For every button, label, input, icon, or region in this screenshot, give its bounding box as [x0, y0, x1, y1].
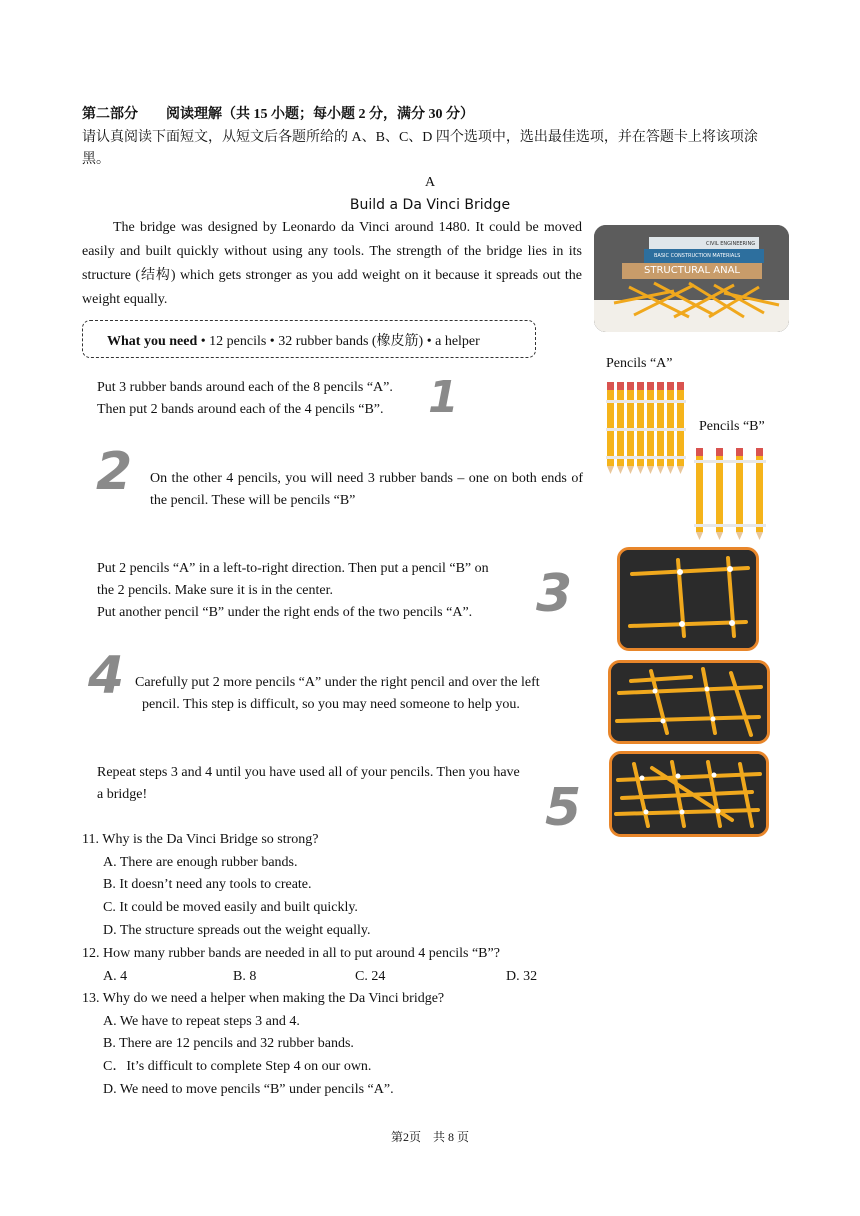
- step-1-line-2: Then put 2 bands around each of the 4 pencils “B”.: [97, 402, 384, 417]
- pencils-a-label: Pencils “A”: [606, 356, 673, 371]
- step-2-text: On the other 4 pencils, you will need 3 rubber bands – one on both ends of the pencil. These will be pencils “B”: [150, 471, 583, 508]
- step-5-number-figure: 5: [545, 778, 582, 838]
- question-12-option-d: D. 32: [506, 968, 538, 984]
- question-11-stem: 11. Why is the Da Vinci Bridge so strong?: [82, 832, 319, 847]
- book-title-1: CIVIL ENGINEERING: [706, 241, 756, 247]
- step-5-line-2: a bridge!: [97, 787, 148, 802]
- question-12-option-c: C. 24: [355, 968, 386, 984]
- question-13-option-d: D. We need to move pencils “B” under pencils “A”.: [103, 1081, 394, 1097]
- question-11-option-c: C. It could be moved easily and built quickly.: [103, 900, 358, 916]
- section-instruction: 请认真阅读下面短文，从短文后各题所给的 A、B、C、D 四个选项中，选出最佳选项，并在答题卡上将该项涂黑。: [82, 130, 758, 167]
- question-12-option-a: A. 4: [103, 968, 128, 984]
- step-1-number-figure: 1: [428, 372, 459, 423]
- step-4-photo: [608, 660, 770, 744]
- passage-intro: The bridge was designed by Leonardo da Vinci around 1480. It could be moved easily and built quickly without using any tools. The strength of the bridge lies in its structure (结构) which gets stronger as you add weight on it because it spreads out the weight equally.: [82, 220, 582, 307]
- step-3-text: [97, 558, 537, 624]
- step-5-text: [97, 762, 567, 806]
- question-12-stem: 12. How many rubber bands are needed in all to put around 4 pencils “B”?: [82, 946, 500, 961]
- step-1-text: [97, 377, 437, 421]
- what-you-need-items: • 12 pencils • 32 rubber bands (橡皮筋) • a helper: [200, 334, 480, 349]
- step-5-image: [612, 754, 766, 834]
- question-11-option-b: B. It doesn’t need any tools to create.: [103, 877, 312, 893]
- question-13-option-b: B. There are 12 pencils and 32 rubber bands.: [103, 1036, 354, 1052]
- step-3-line-2: the 2 pencils. Make sure it is in the center.: [97, 583, 333, 598]
- book-title-2: BASIC CONSTRUCTION MATERIALS: [654, 253, 741, 259]
- what-you-need-label: What you need: [107, 334, 198, 349]
- question-11: [82, 829, 682, 943]
- what-you-need-box: [82, 320, 536, 358]
- step-4-number-figure: 4: [88, 646, 125, 706]
- step-4-image: [611, 663, 767, 741]
- step-5-photo: [609, 751, 769, 837]
- step-3-image: [620, 550, 756, 648]
- question-13-option-c: C．It’s difficult to complete Step 4 on our own.: [103, 1059, 372, 1075]
- what-you-need-text: [107, 330, 480, 350]
- step-3-line-1: Put 2 pencils “A” in a left-to-right direction. Then put a pencil “B” on: [97, 561, 489, 576]
- question-12-options: [82, 966, 732, 989]
- pencils-a-illustration: [604, 382, 690, 474]
- passage-title: Build a Da Vinci Bridge: [349, 197, 511, 213]
- question-12: [82, 943, 732, 988]
- bridge-books-image: [594, 225, 789, 332]
- passage-letter: A: [424, 175, 436, 190]
- step-1-line-1: Put 3 rubber bands around each of the 8 pencils “A”.: [97, 380, 393, 395]
- book-title-3: STRUCTURAL ANAL: [644, 265, 741, 276]
- step-3-line-3: Put another pencil “B” under the right ends of the two pencils “A”.: [97, 605, 473, 620]
- step-3-number-figure: 3: [536, 564, 573, 624]
- step-3-photo: [617, 547, 759, 651]
- section-title: 第二部分 阅读理解（共 15 小题；每小题 2 分，满分 30 分）: [82, 107, 474, 122]
- step-4-line-2: pencil. This step is difficult, so you may need someone to help you.: [142, 697, 520, 712]
- page-footer: 第2页 共 8 页: [390, 1130, 469, 1144]
- step-4-text: [135, 672, 585, 716]
- pencils-b-illustration: [693, 448, 769, 540]
- question-11-option-a: A. There are enough rubber bands.: [103, 854, 298, 870]
- question-11-option-d: D. The structure spreads out the weight equally.: [103, 922, 371, 938]
- step-4-line-1: Carefully put 2 more pencils “A” under the right pencil and over the left: [135, 675, 540, 690]
- pencils-b-label: Pencils “B”: [699, 419, 765, 434]
- question-13-option-a: A. We have to repeat steps 3 and 4.: [103, 1013, 300, 1029]
- question-13-stem: 13. Why do we need a helper when making the Da Vinci bridge?: [82, 991, 445, 1006]
- step-2-number-figure: 2: [96, 442, 133, 502]
- question-12-option-b: B. 8: [233, 968, 257, 984]
- step-5-line-1: Repeat steps 3 and 4 until you have used all of your pencils. Then you have: [97, 765, 520, 780]
- bridge-books-photo: [594, 225, 789, 332]
- question-13: [82, 988, 682, 1102]
